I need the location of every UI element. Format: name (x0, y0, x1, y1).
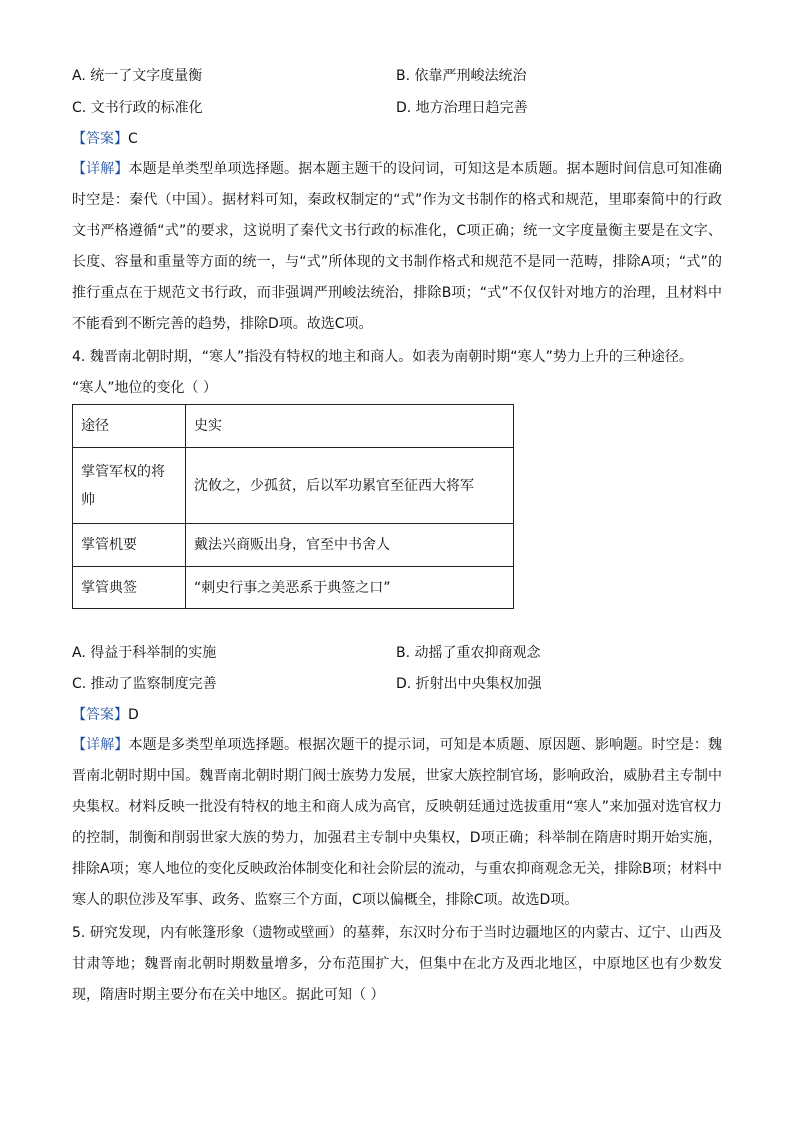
q3-option-a[interactable]: A. 统一了文字度量衡 (72, 68, 203, 84)
q5-stem: 5. 研究发现，内有帐篷形象（遗物或壁画）的墓葬，东汉时分布于当时边疆地区的内蒙古、辽宁、山西及甘肃等地；魏晋南北朝时期数量增多，分布范围扩大，但集中在北方及西北地区，中原地区也有少数发现，隋唐时期主要分布在关中地区。据此可知（ ） (72, 925, 722, 1003)
q4-detail-text: 本题是多类型单项选择题。根据次题干的提示词，可知是本质题、原因题、影响题。时空是：魏晋南北朝时期中国。魏晋南北朝时期门阀士族势力发展，世家大族控制官场，影响政治，威胁君主专制中央集权。材料反映一批没有特权的地主和商人成为高官，反映朝廷通过选拔重用“寒人”来加强对选官权力的控制，制衡和削弱世家大族的势力，加强君主专制中央集权，D项正确；科举制在隋唐时期开始实施，排除A项；寒人地位的变化反映政治体制变化和社会阶层的流动，与重农抑商观念无关，排除B项；材料中寒人的职位涉及军事、政务、监察三个方面，C项以偏概全，排除C项。故选D项。 (72, 737, 723, 908)
q4-stem-line-2: “寒人”地位的变化（ ） (72, 380, 217, 396)
q4-stem-line-1: 4. 魏晋南北朝时期，“寒人”指没有特权的地主和商人。如表为南朝时期“寒人”势力上升的三种途径。 (72, 349, 693, 365)
table-cell: 掌管军权的将帅 (73, 448, 186, 524)
table-cell: 掌管机要 (73, 524, 186, 567)
q3-detail (72, 154, 722, 340)
q4-detail-tag: 【详解】 (72, 737, 129, 753)
q3-answer-value: C (128, 131, 138, 147)
q4-stem (72, 342, 732, 404)
table-cell: 戴法兴商贩出身，官至中书舍人 (186, 524, 514, 567)
table-header-cell: 途径 (73, 405, 186, 448)
q4-options-row-2 (72, 674, 732, 694)
q3-option-c[interactable]: C. 文书行政的标准化 (72, 100, 203, 116)
q4-option-c[interactable]: C. 推动了监察制度完善 (72, 676, 217, 692)
q3-options-row-2 (72, 98, 732, 118)
q4-option-b[interactable]: B. 动摇了重农抑商观念 (396, 645, 541, 661)
table-cell: 沈攸之，少孤贫，后以军功累官至征西大将军 (186, 448, 514, 524)
q3-option-b[interactable]: B. 依靠严刑峻法统治 (396, 68, 527, 84)
q4-table (72, 404, 514, 609)
q3-answer (72, 129, 138, 149)
q4-option-d[interactable]: D. 折射出中央集权加强 (396, 676, 542, 692)
table-cell: 掌管典签 (73, 567, 186, 609)
table-header-cell: 史实 (186, 405, 514, 448)
q4-answer-value: D (128, 707, 139, 723)
q4-answer (72, 705, 139, 725)
q3-answer-tag: 【答案】 (72, 131, 128, 147)
q3-option-d[interactable]: D. 地方治理日趋完善 (396, 100, 528, 116)
table-cell: “刺史行事之美恶系于典签之口” (186, 567, 514, 609)
q4-option-a[interactable]: A. 得益于科举制的实施 (72, 645, 217, 661)
q3-detail-tag: 【详解】 (72, 161, 129, 177)
q4-detail (72, 730, 722, 916)
q4-answer-tag: 【答案】 (72, 707, 128, 723)
table-header-row (73, 405, 514, 448)
table-row (73, 524, 514, 567)
q3-options-row-1 (72, 66, 732, 86)
table-row (73, 448, 514, 524)
table-row (73, 567, 514, 609)
q4-options-row-1 (72, 643, 732, 663)
q3-detail-text: 本题是单类型单项选择题。据本题主题干的设问词，可知这是本质题。据本题时间信息可知准确时空是：秦代（中国）。据材料可知，秦政权制定的“式”作为文书制作的格式和规范，里耶秦简中的行政文书严格遵循“式”的要求，这说明了秦代文书行政的标准化，C项正确；统一文字度量衡主要是在文字、长度、容量和重量等方面的统一，与“式”所体现的文书制作格式和规范不是同一范畴，排除A项；“式”的推行重点在于规范文书行政，而非强调严刑峻法统治，排除B项；“式”不仅仅针对地方的治理，且材料中不能看到不断完善的趋势，排除D项。故选C项。 (72, 161, 723, 332)
